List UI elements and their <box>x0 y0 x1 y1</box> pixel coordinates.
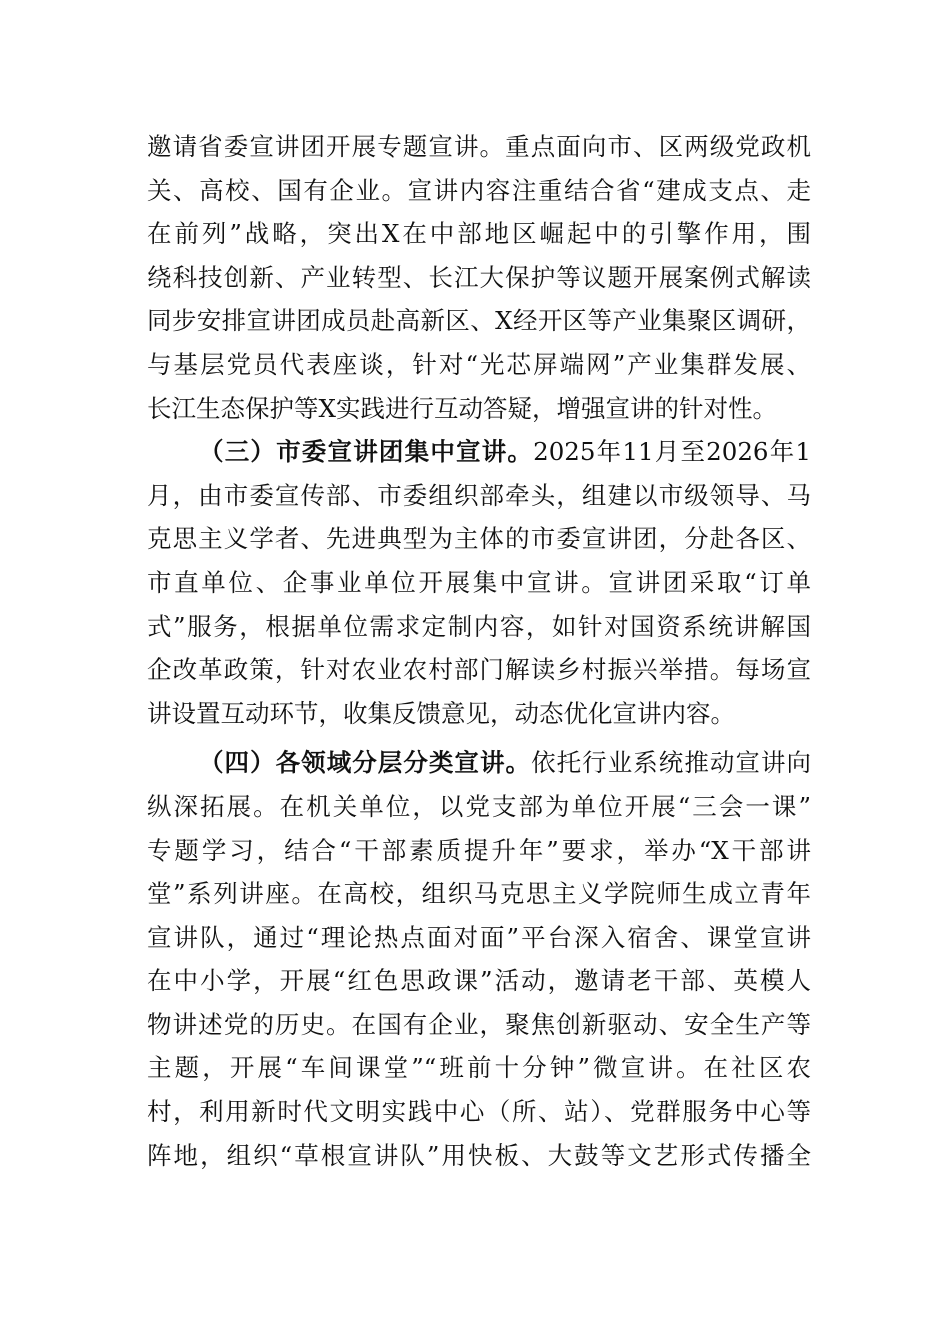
text-line: 与基层党员代表座谈，针对“光芯屏端网”产业集群发展、 <box>147 349 811 379</box>
text-line: 村，利用新时代文明实践中心（所、站）、党群服务中心等 <box>147 1097 811 1127</box>
text-line: 纵深拓展。在机关单位，以党支部为单位开展“三会一课” <box>147 791 811 821</box>
text-line: 专题学习，结合“干部素质提升年”要求，举办“X干部讲 <box>147 835 811 865</box>
text-line <box>147 741 811 785</box>
text-line: 企改革政策，针对农业农村部门解读乡村振兴举措。每场宣 <box>147 655 811 685</box>
text-line: 月，由市委宣传部、市委组织部牵头，组建以市级领导、马 <box>147 480 811 510</box>
text-line <box>147 430 811 474</box>
text-line: 物讲述党的历史。在国有企业，聚焦创新驱动、安全生产等 <box>147 1009 811 1039</box>
text-span: 2025年11月至2026年1 <box>533 437 811 467</box>
paragraph <box>147 430 811 735</box>
text-line: 宣讲队，通过“理论热点面对面”平台深入宿舍、课堂宣讲 <box>147 922 811 952</box>
text-line: 市直单位、企事业单位开展集中宣讲。宣讲团采取“订单 <box>147 567 811 597</box>
text-line: 主题，开展“车间课堂”“班前十分钟”微宣讲。在社区农 <box>147 1053 811 1083</box>
text-line: 在前列”战略，突出X在中部地区崛起中的引擎作用，围 <box>147 219 811 249</box>
text-line: 在中小学，开展“红色思政课”活动，邀请老干部、英模人 <box>147 966 811 996</box>
text-line: 阵地，组织“草根宣讲队”用快板、大鼓等文艺形式传播全 <box>147 1140 811 1170</box>
text-line: 同步安排宣讲团成员赴高新区、X经开区等产业集聚区调研， <box>147 306 811 336</box>
section-heading: （三）市委宣讲团集中宣讲。 <box>199 437 534 467</box>
text-line: 式”服务，根据单位需求定制内容，如针对国资系统讲解国 <box>147 611 811 641</box>
paragraph <box>147 125 811 430</box>
text-line: 关、高校、国有企业。宣讲内容注重结合省“建成支点、走 <box>147 175 811 205</box>
section-heading: （四）各领域分层分类宣讲。 <box>199 748 532 778</box>
text-line: 邀请省委宣讲团开展专题宣讲。重点面向市、区两级党政机 <box>147 132 811 161</box>
paragraph <box>147 741 811 1177</box>
text-line: 绕科技创新、产业转型、长江大保护等议题开展案例式解读 <box>147 262 811 292</box>
text-line: 长江生态保护等X实践进行互动答疑，增强宣讲的针对性。 <box>147 393 777 423</box>
text-line: 讲设置互动环节，收集反馈意见，动态优化宣讲内容。 <box>147 698 735 728</box>
text-line: 克思主义学者、先进典型为主体的市委宣讲团，分赴各区、 <box>147 524 811 554</box>
text-line: 堂”系列讲座。在高校，组织马克思主义学院师生成立青年 <box>147 879 811 909</box>
text-span: 依托行业系统推动宣讲向 <box>531 748 812 778</box>
document-body <box>147 125 811 1177</box>
